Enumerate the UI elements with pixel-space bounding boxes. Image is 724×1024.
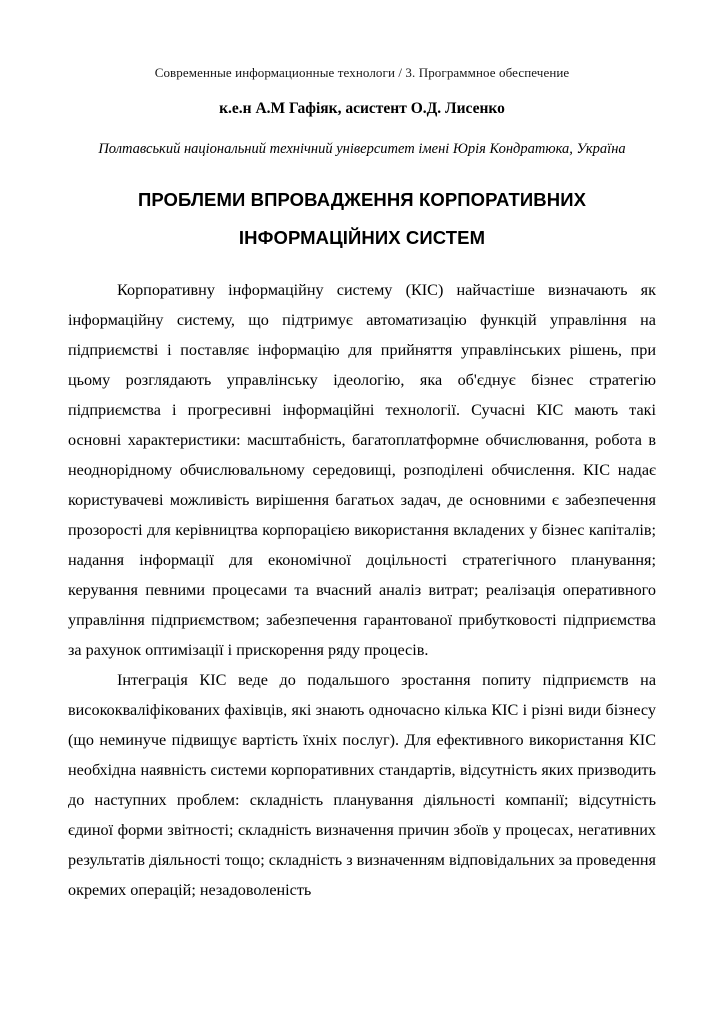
body-text [68,275,656,905]
running-head: Современные информационные технологи / 3. Программное обеспечение [154,65,570,80]
affiliation-line: Полтавський національний технічний університет імені Юрія Кондратюка, Україна [98,141,626,157]
body-paragraph: Корпоративну інформаційну систему (КІС) найчастіше визначають як інформаційну систему, що підтримує автоматизацію функцій управління на підприємстві і поставляє інформацію для прийняття управлінських рішень, при цьому розглядають управлінську ідеологію, яка об'єднує бізнес стратегію підприємства і прогресивні інформаційні технології. Сучасні КІС мають такі основні характеристики: масштабність, багатоплатформне обчислювання, робота в неоднорідному обчислювальному середовищі, розподілені обчислення. КІС надає користувачеві можливість вирішення багатьох задач, де основними є забезпечення прозорості для керівництва корпорацією використання вкладених у бізнес капіталів; надання інформації для економічної доцільності стратегічного планування; керування певними процесами та вчасний аналіз витрат; реалізація оперативного управління підприємством; забезпечення гарантованої прибутковості підприємства за рахунок оптимізації і прискорення ряду процесів. [68,281,656,659]
page-content-column [68,0,656,905]
authors-line: к.е.н А.М Гафіяк, асистент О.Д. Лисенко [219,100,505,117]
page-title: ПРОБЛЕМИ ВПРОВАДЖЕННЯ КОРПОРАТИВНИХ ІНФОРМАЦІЙНИХ СИСТЕМ [137,189,587,248]
body-paragraph: Інтеграція КІС веде до подальшого зростання попиту підприємств на висококваліфікованих фахівців, які знають одночасно кілька КІС і різні види бізнесу (що неминуче підвищує вартість їхніх послуг). Для ефективного використання КІС необхідна наявність системи корпоративних стандартів, відсутність яких призводить до наступних проблем: складність планування діяльності компанії; відсутність єдиної форми звітності; складність визначення причин збоїв у процесах, негативних результатів діяльності тощо; складність з визначенням відповідальних за проведення окремих операцій; незадоволеність [68,671,656,899]
